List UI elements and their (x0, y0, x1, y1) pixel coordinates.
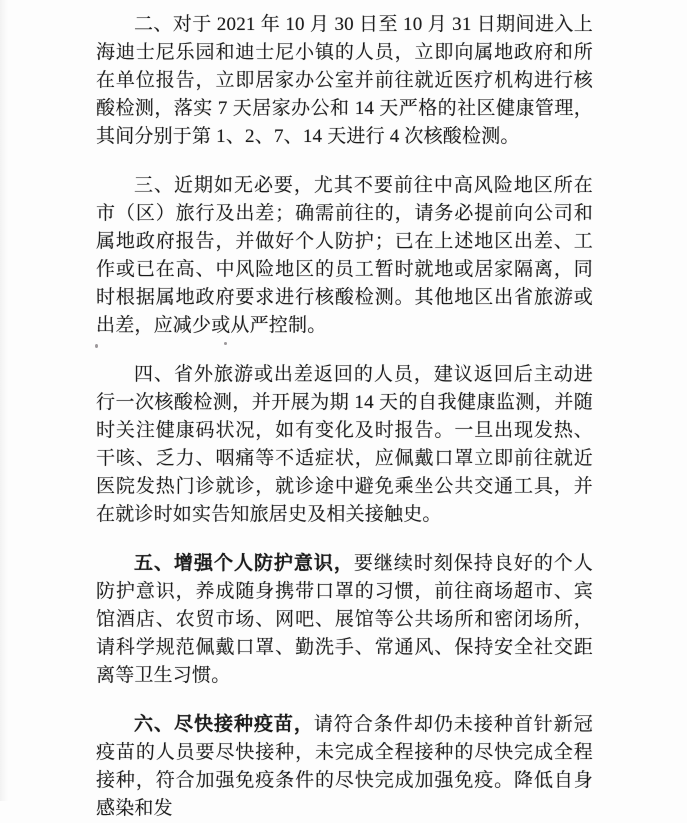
paragraph-3-text: 三、近期如无必要，尤其不要前往中高风险地区所在市（区）旅行及出差；确需前往的，请务必提前向公司和属地政府报告，并做好个人防护；已在上述地区出差、工作或已在高、中风险地区的员工暂时就地或居家隔离，同时根据属地政府要求进行核酸检测。其他地区出省旅游或出差，应减少或从严控制。 (96, 175, 593, 336)
paragraph-6-text: 请符合条件却仍未接种首针新冠疫苗的人员要尽快接种，未完成全程接种的尽快完成全程接种，符合加强免疫条件的尽快完成加强免疫。降低自身感染和发 (96, 714, 593, 819)
paragraph-5-lead: 五、增强个人防护意识， (134, 553, 354, 574)
paragraph-6-lead: 六、尽快接种疫苗， (134, 714, 314, 735)
paragraph-4 (96, 361, 593, 529)
paragraph-3 (96, 172, 593, 340)
paragraph-6 (96, 711, 593, 823)
scan-speck (95, 344, 98, 348)
paragraph-2 (96, 11, 593, 151)
scan-speck (224, 342, 227, 345)
paragraph-5-text: 要继续时刻保持良好的个人防护意识，养成随身携带口罩的习惯，前往商场超市、宾馆酒店、农贸市场、网吧、展馆等公共场所和密闭场所，请科学规范佩戴口罩、勤洗手、常通风、保持安全社交距离等卫生习惯。 (96, 553, 594, 686)
paragraph-2-text: 二、对于 2021 年 10 月 30 日至 10 月 31 日期间进入上海迪士尼乐园和迪士尼小镇的人员，立即向属地政府和所在单位报告，立即居家办公室并前往就近医疗机构进行核酸检测，落实 7 天居家办公和 14 天严格的社区健康管理，其间分别于第 1、2、7、14 天进行 4 次核酸检测。 (96, 14, 593, 147)
paragraph-4-text: 四、省外旅游或出差返回的人员，建议返回后主动进行一次核酸检测，并开展为期 14 天的自我健康监测，并随时关注健康码状况，如有变化及时报告。一旦出现发热、干咳、乏力、咽痛等不适症状，应佩戴口罩立即前往就近医院发热门诊就诊，就诊途中避免乘坐公共交通工具，并在就诊时如实告知旅居史及相关接触史。 (96, 364, 593, 525)
paragraph-5 (96, 550, 593, 690)
